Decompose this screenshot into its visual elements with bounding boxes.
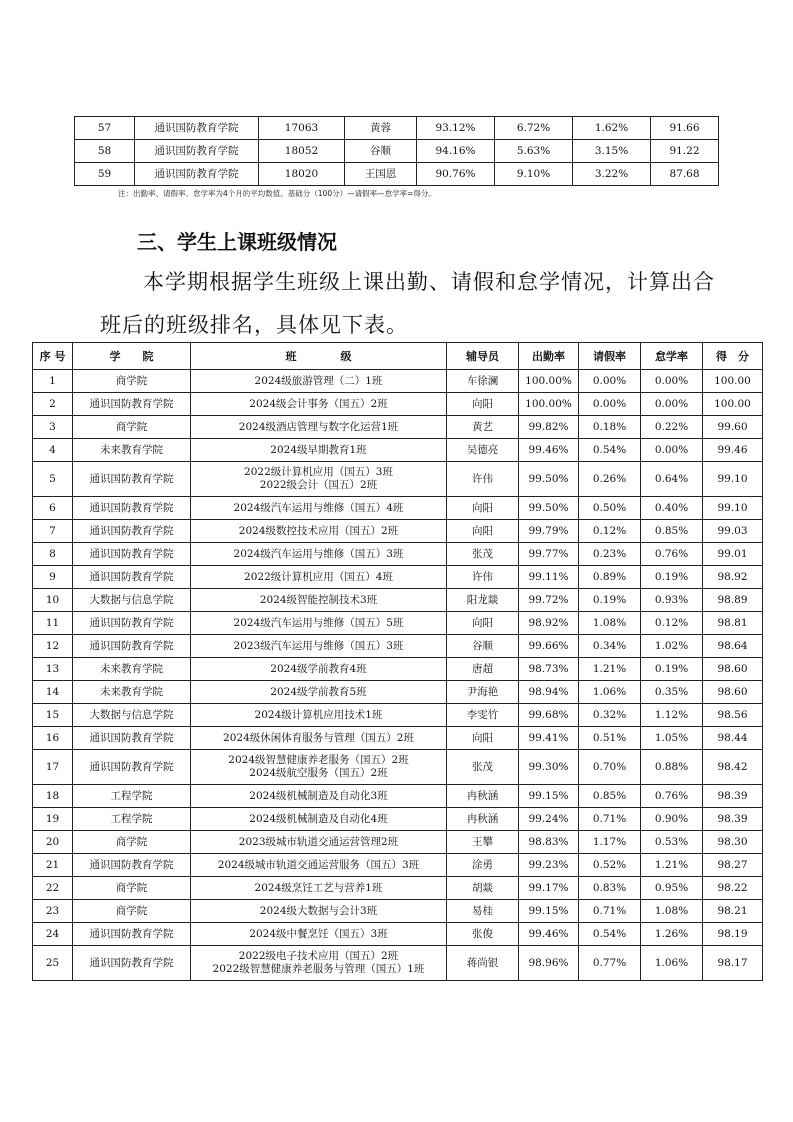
table-row	[33, 923, 763, 946]
cell-leave-rate: 0.77%	[579, 946, 641, 981]
table-row	[75, 117, 719, 140]
class-name: 2024级学前教育5班	[270, 685, 367, 698]
class-name: 2024级机械制造及自动化4班	[249, 812, 388, 825]
cell-counselor: 蒋尚银	[447, 946, 519, 981]
cell-counselor: 黄艺	[447, 416, 519, 439]
cell-truancy-rate: 0.76%	[641, 785, 703, 808]
cell-attendance-rate: 99.46%	[519, 923, 579, 946]
table-row	[33, 854, 763, 877]
table-row	[33, 704, 763, 727]
cell-leave-rate: 1.06%	[579, 681, 641, 704]
table-row	[33, 635, 763, 658]
cell-truancy-rate: 0.00%	[641, 393, 703, 416]
cell-no: 19	[33, 808, 73, 831]
cell-student-id: 18020	[259, 163, 345, 186]
cell-no: 5	[33, 462, 73, 497]
cell-no: 57	[75, 117, 135, 140]
cell-attendance-rate: 99.15%	[519, 785, 579, 808]
cell-class	[191, 785, 447, 808]
cell-class	[191, 923, 447, 946]
class-name: 2024级计算机应用技术1班	[254, 708, 383, 721]
cell-leave-rate: 1.21%	[579, 658, 641, 681]
cell-score: 98.89	[703, 589, 763, 612]
cell-truancy-rate: 0.90%	[641, 808, 703, 831]
cell-college: 商学院	[73, 831, 191, 854]
table-note: 注：出勤率、请假率、怠学率为4个月的平均数值。基础分（100分）—请假率—怠学率=得分。	[118, 189, 436, 198]
table-header-row	[33, 343, 763, 370]
cell-leave-rate: 0.51%	[579, 727, 641, 750]
cell-no: 3	[33, 416, 73, 439]
cell-counselor: 涂勇	[447, 854, 519, 877]
cell-class	[191, 704, 447, 727]
cell-truancy-rate: 0.00%	[641, 439, 703, 462]
cell-no: 6	[33, 497, 73, 520]
cell-leave-rate: 0.54%	[579, 923, 641, 946]
cell-no: 1	[33, 370, 73, 393]
header-score: 得 分	[703, 343, 763, 370]
cell-college: 工程学院	[73, 808, 191, 831]
cell-no: 11	[33, 612, 73, 635]
cell-truancy-rate: 0.53%	[641, 831, 703, 854]
cell-leave-rate: 0.12%	[579, 520, 641, 543]
cell-class	[191, 635, 447, 658]
cell-no: 23	[33, 900, 73, 923]
class-name: 2024级城市轨道交通运营服务（国五）3班	[217, 858, 420, 871]
cell-score: 100.00	[703, 393, 763, 416]
cell-college: 商学院	[73, 877, 191, 900]
cell-leave-rate: 0.71%	[579, 900, 641, 923]
cell-college: 通识国防教育学院	[73, 612, 191, 635]
cell-score: 98.39	[703, 785, 763, 808]
cell-score: 98.17	[703, 946, 763, 981]
cell-score: 99.03	[703, 520, 763, 543]
class-name: 2024级汽车运用与维修（国五）3班	[233, 547, 404, 560]
cell-college: 通识国防教育学院	[73, 635, 191, 658]
cell-attendance-rate: 98.94%	[519, 681, 579, 704]
cell-no: 18	[33, 785, 73, 808]
cell-attendance-rate: 99.77%	[519, 543, 579, 566]
cell-score: 91.66	[651, 117, 719, 140]
cell-leave-rate: 0.34%	[579, 635, 641, 658]
cell-college: 未来教育学院	[73, 681, 191, 704]
cell-leave-rate: 0.50%	[579, 497, 641, 520]
cell-attendance-rate: 99.79%	[519, 520, 579, 543]
cell-class	[191, 416, 447, 439]
cell-score: 98.21	[703, 900, 763, 923]
cell-leave-rate: 0.23%	[579, 543, 641, 566]
cell-counselor: 李雯竹	[447, 704, 519, 727]
cell-score: 98.19	[703, 923, 763, 946]
cell-score: 98.81	[703, 612, 763, 635]
cell-score: 91.22	[651, 140, 719, 163]
cell-attendance-rate: 99.23%	[519, 854, 579, 877]
cell-college: 通识国防教育学院	[73, 854, 191, 877]
cell-no: 59	[75, 163, 135, 186]
cell-attendance-rate: 94.16%	[417, 140, 495, 163]
cell-truancy-rate: 1.12%	[641, 704, 703, 727]
class-name: 2024级航空服务（国五）2班	[249, 767, 388, 779]
cell-attendance-rate: 99.72%	[519, 589, 579, 612]
cell-class	[191, 393, 447, 416]
cell-student-id: 18052	[259, 140, 345, 163]
class-name: 2022级会计（国五）2班	[259, 479, 378, 491]
class-name: 2024级学前教育4班	[270, 662, 367, 675]
cell-score: 98.42	[703, 750, 763, 785]
cell-truancy-rate: 0.85%	[641, 520, 703, 543]
cell-score: 98.92	[703, 566, 763, 589]
cell-class	[191, 727, 447, 750]
cell-student-id: 17063	[259, 117, 345, 140]
cell-counselor: 胡燚	[447, 877, 519, 900]
cell-truancy-rate: 0.40%	[641, 497, 703, 520]
table-row	[33, 520, 763, 543]
cell-truancy-rate: 0.19%	[641, 566, 703, 589]
cell-truancy-rate: 1.26%	[641, 923, 703, 946]
cell-score: 99.10	[703, 462, 763, 497]
table-row	[75, 140, 719, 163]
class-name: 2022级智慧健康养老服务与管理（国五）1班	[212, 963, 425, 975]
cell-class	[191, 900, 447, 923]
cell-score: 98.30	[703, 831, 763, 854]
table-row	[33, 543, 763, 566]
class-name: 2024级智慧健康养老服务（国五）2班	[228, 754, 409, 766]
cell-college: 通识国防教育学院	[73, 520, 191, 543]
table-row	[33, 900, 763, 923]
cell-attendance-rate: 98.83%	[519, 831, 579, 854]
cell-counselor: 冉秋涵	[447, 808, 519, 831]
cell-leave-rate: 0.19%	[579, 589, 641, 612]
cell-no: 13	[33, 658, 73, 681]
cell-truancy-rate: 0.64%	[641, 462, 703, 497]
cell-no: 21	[33, 854, 73, 877]
cell-leave-rate: 0.71%	[579, 808, 641, 831]
class-name: 2022级电子技术应用（国五）2班	[238, 950, 399, 962]
table-row	[33, 727, 763, 750]
table-row	[33, 589, 763, 612]
cell-attendance-rate: 98.73%	[519, 658, 579, 681]
cell-college: 通识国防教育学院	[73, 727, 191, 750]
cell-score: 98.56	[703, 704, 763, 727]
cell-score: 98.60	[703, 681, 763, 704]
cell-counselor: 向阳	[447, 727, 519, 750]
cell-attendance-rate: 99.68%	[519, 704, 579, 727]
paragraph-line-1: 本学期根据学生班级上课出勤、请假和怠学情况，计算出合	[143, 270, 715, 294]
cell-class	[191, 750, 447, 785]
cell-truancy-rate: 1.02%	[641, 635, 703, 658]
cell-name: 王国恩	[345, 163, 417, 186]
cell-no: 15	[33, 704, 73, 727]
cell-score: 87.68	[651, 163, 719, 186]
header-college: 学 院	[73, 343, 191, 370]
cell-score: 98.39	[703, 808, 763, 831]
cell-leave-rate: 0.89%	[579, 566, 641, 589]
cell-no: 2	[33, 393, 73, 416]
cell-counselor: 张茂	[447, 750, 519, 785]
cell-no: 4	[33, 439, 73, 462]
section-heading: 三、学生上课班级情况	[137, 230, 337, 254]
class-name: 2024级会计事务（国五）2班	[249, 397, 388, 410]
cell-score: 98.27	[703, 854, 763, 877]
cell-leave-rate: 9.10%	[495, 163, 573, 186]
cell-score: 99.01	[703, 543, 763, 566]
cell-truancy-rate: 0.76%	[641, 543, 703, 566]
cell-class	[191, 370, 447, 393]
cell-counselor: 许伟	[447, 462, 519, 497]
table-row	[33, 497, 763, 520]
table-row	[33, 785, 763, 808]
cell-counselor: 张茂	[447, 543, 519, 566]
cell-class	[191, 831, 447, 854]
class-name: 2024级休闲体育服务与管理（国五）2班	[223, 731, 414, 744]
cell-score: 99.60	[703, 416, 763, 439]
table-row	[33, 750, 763, 785]
cell-truancy-rate: 1.08%	[641, 900, 703, 923]
class-name: 2024级中餐烹饪（国五）3班	[249, 927, 388, 940]
cell-class	[191, 439, 447, 462]
header-class: 班 级	[191, 343, 447, 370]
cell-counselor: 谷顺	[447, 635, 519, 658]
cell-attendance-rate: 98.96%	[519, 946, 579, 981]
cell-leave-rate: 1.08%	[579, 612, 641, 635]
cell-counselor: 吴德亮	[447, 439, 519, 462]
cell-score: 99.46	[703, 439, 763, 462]
cell-college: 大数据与信息学院	[73, 589, 191, 612]
cell-class	[191, 681, 447, 704]
cell-truancy-rate: 0.19%	[641, 658, 703, 681]
cell-leave-rate: 0.18%	[579, 416, 641, 439]
cell-no: 58	[75, 140, 135, 163]
header-truancy-rate: 怠学率	[641, 343, 703, 370]
cell-counselor: 阳龙燚	[447, 589, 519, 612]
cell-class	[191, 877, 447, 900]
class-name: 2024级早期教育1班	[270, 443, 367, 456]
cell-attendance-rate: 99.15%	[519, 900, 579, 923]
table-row	[33, 462, 763, 497]
table-row	[33, 877, 763, 900]
cell-leave-rate: 0.83%	[579, 877, 641, 900]
cell-attendance-rate: 99.17%	[519, 877, 579, 900]
cell-college: 通识国防教育学院	[73, 750, 191, 785]
table-row	[33, 681, 763, 704]
cell-truancy-rate: 0.22%	[641, 416, 703, 439]
class-name: 2023级城市轨道交通运营管理2班	[238, 835, 399, 848]
table-row	[33, 439, 763, 462]
class-name: 2022级计算机应用（国五）4班	[244, 570, 393, 583]
cell-attendance-rate: 99.11%	[519, 566, 579, 589]
cell-attendance-rate: 99.46%	[519, 439, 579, 462]
cell-class	[191, 566, 447, 589]
cell-leave-rate: 0.32%	[579, 704, 641, 727]
class-name: 2024级烹饪工艺与营养1班	[254, 881, 383, 894]
cell-no: 16	[33, 727, 73, 750]
cell-college: 商学院	[73, 900, 191, 923]
cell-counselor: 向阳	[447, 520, 519, 543]
cell-attendance-rate: 98.92%	[519, 612, 579, 635]
cell-no: 22	[33, 877, 73, 900]
table-row	[75, 163, 719, 186]
cell-no: 12	[33, 635, 73, 658]
cell-college: 通识国防教育学院	[73, 543, 191, 566]
table-row	[33, 393, 763, 416]
cell-leave-rate: 0.52%	[579, 854, 641, 877]
cell-no: 24	[33, 923, 73, 946]
header-attendance-rate: 出勤率	[519, 343, 579, 370]
cell-attendance-rate: 90.76%	[417, 163, 495, 186]
cell-truancy-rate: 0.12%	[641, 612, 703, 635]
cell-no: 17	[33, 750, 73, 785]
paragraph-line-2: 班后的班级排名，具体见下表。	[100, 313, 408, 337]
cell-attendance-rate: 100.00%	[519, 370, 579, 393]
class-name: 2023级汽车运用与维修（国五）3班	[233, 639, 404, 652]
cell-truancy-rate: 1.06%	[641, 946, 703, 981]
cell-leave-rate: 0.85%	[579, 785, 641, 808]
cell-leave-rate: 0.26%	[579, 462, 641, 497]
cell-leave-rate: 6.72%	[495, 117, 573, 140]
cell-score: 100.00	[703, 370, 763, 393]
cell-college: 通识国防教育学院	[73, 566, 191, 589]
cell-score: 98.44	[703, 727, 763, 750]
cell-counselor: 尹海艳	[447, 681, 519, 704]
class-name: 2024级酒店管理与数字化运营1班	[238, 420, 399, 433]
cell-class	[191, 658, 447, 681]
cell-leave-rate: 0.70%	[579, 750, 641, 785]
class-ranking-table	[32, 342, 763, 981]
class-name: 2022级计算机应用（国五）3班	[244, 466, 393, 478]
cell-counselor: 向阳	[447, 612, 519, 635]
cell-no: 14	[33, 681, 73, 704]
cell-truancy-rate: 0.00%	[641, 370, 703, 393]
cell-attendance-rate: 99.66%	[519, 635, 579, 658]
class-name: 2024级大数据与会计3班	[259, 904, 378, 917]
cell-college: 通识国防教育学院	[73, 462, 191, 497]
cell-class	[191, 543, 447, 566]
cell-no: 7	[33, 520, 73, 543]
cell-leave-rate: 0.00%	[579, 393, 641, 416]
cell-counselor: 王攀	[447, 831, 519, 854]
cell-counselor: 唐超	[447, 658, 519, 681]
previous-ranking-table	[74, 116, 719, 186]
cell-name: 谷顺	[345, 140, 417, 163]
table-row	[33, 808, 763, 831]
cell-college: 商学院	[73, 370, 191, 393]
cell-class	[191, 946, 447, 981]
cell-class	[191, 497, 447, 520]
cell-truancy-rate: 0.93%	[641, 589, 703, 612]
cell-truancy-rate: 3.22%	[573, 163, 651, 186]
cell-truancy-rate: 1.21%	[641, 854, 703, 877]
cell-counselor: 张俊	[447, 923, 519, 946]
cell-no: 10	[33, 589, 73, 612]
cell-score: 98.60	[703, 658, 763, 681]
cell-truancy-rate: 1.62%	[573, 117, 651, 140]
cell-college: 大数据与信息学院	[73, 704, 191, 727]
class-name: 2024级汽车运用与维修（国五）4班	[233, 501, 404, 514]
cell-college: 未来教育学院	[73, 439, 191, 462]
cell-college: 通识国防教育学院	[135, 140, 259, 163]
cell-attendance-rate: 93.12%	[417, 117, 495, 140]
cell-leave-rate: 0.54%	[579, 439, 641, 462]
cell-score: 99.10	[703, 497, 763, 520]
cell-college: 通识国防教育学院	[73, 923, 191, 946]
cell-counselor: 易桂	[447, 900, 519, 923]
class-name: 2024级旅游管理（二）1班	[254, 374, 383, 387]
table-row	[33, 566, 763, 589]
cell-college: 通识国防教育学院	[73, 946, 191, 981]
cell-class	[191, 589, 447, 612]
cell-class	[191, 462, 447, 497]
cell-score: 98.64	[703, 635, 763, 658]
cell-attendance-rate: 99.50%	[519, 497, 579, 520]
cell-attendance-rate: 99.82%	[519, 416, 579, 439]
cell-truancy-rate: 1.05%	[641, 727, 703, 750]
table-row	[33, 658, 763, 681]
cell-attendance-rate: 99.30%	[519, 750, 579, 785]
cell-no: 25	[33, 946, 73, 981]
cell-counselor: 向阳	[447, 393, 519, 416]
header-counselor: 辅导员	[447, 343, 519, 370]
cell-college: 通识国防教育学院	[135, 117, 259, 140]
cell-score: 98.22	[703, 877, 763, 900]
cell-truancy-rate: 0.95%	[641, 877, 703, 900]
header-leave-rate: 请假率	[579, 343, 641, 370]
cell-counselor: 许伟	[447, 566, 519, 589]
table-row	[33, 946, 763, 981]
cell-truancy-rate: 0.88%	[641, 750, 703, 785]
cell-name: 黄蓉	[345, 117, 417, 140]
cell-college: 商学院	[73, 416, 191, 439]
cell-truancy-rate: 0.35%	[641, 681, 703, 704]
cell-counselor: 冉秋涵	[447, 785, 519, 808]
cell-class	[191, 520, 447, 543]
cell-leave-rate: 1.17%	[579, 831, 641, 854]
table-row	[33, 612, 763, 635]
class-name: 2024级机械制造及自动化3班	[249, 789, 388, 802]
cell-counselor: 向阳	[447, 497, 519, 520]
cell-attendance-rate: 99.24%	[519, 808, 579, 831]
cell-class	[191, 808, 447, 831]
cell-leave-rate: 0.00%	[579, 370, 641, 393]
cell-leave-rate: 5.63%	[495, 140, 573, 163]
cell-truancy-rate: 3.15%	[573, 140, 651, 163]
header-no: 序 号	[33, 343, 73, 370]
cell-no: 20	[33, 831, 73, 854]
cell-college: 通识国防教育学院	[73, 497, 191, 520]
cell-no: 9	[33, 566, 73, 589]
cell-college: 通识国防教育学院	[73, 393, 191, 416]
cell-attendance-rate: 99.50%	[519, 462, 579, 497]
table-row	[33, 831, 763, 854]
cell-class	[191, 612, 447, 635]
cell-attendance-rate: 99.41%	[519, 727, 579, 750]
class-name: 2024级数控技术应用（国五）2班	[238, 524, 399, 537]
cell-counselor: 车徐澜	[447, 370, 519, 393]
cell-college: 通识国防教育学院	[135, 163, 259, 186]
class-name: 2024级汽车运用与维修（国五）5班	[233, 616, 404, 629]
cell-class	[191, 854, 447, 877]
cell-no: 8	[33, 543, 73, 566]
cell-college: 未来教育学院	[73, 658, 191, 681]
cell-college: 工程学院	[73, 785, 191, 808]
cell-attendance-rate: 100.00%	[519, 393, 579, 416]
class-name: 2024级智能控制技术3班	[259, 593, 378, 606]
table-row	[33, 416, 763, 439]
table-row	[33, 370, 763, 393]
